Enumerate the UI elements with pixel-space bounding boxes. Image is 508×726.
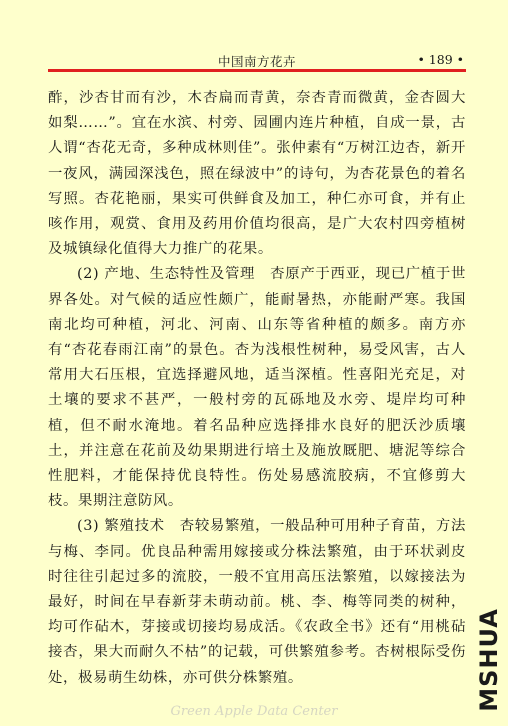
paragraph-continuation: 酢，沙杏甘而有沙，木杏扁而青黄，奈杏青而微黄，金杏圆大如梨……”。宜在水滨、村旁、园圃内连片种植，自成一景，古人谓“杏花无奇，多种成林则佳”。张仲素有“万树江边杏，新开一夜风，满园深浅色，照在绿波中”的诗句，为杏花景色的着名写照。杏花艳丽，果实可供鲜食及加工，种仁亦可食，并有止咳作用，观赏、食用及药用价值均很高，是广大农村四旁植树及城镇绿化值得大力推广的花果。	[48, 90, 466, 258]
paragraph-origin-ecology: (2) 产地、生态特性及管理 杏原产于西亚，现已广植于世界各处。对气候的适应性颇广，能耐暑热，亦能耐严寒。我国南北均可种植，河北、河南、山东等省种植的颇多。南方亦有“杏花春雨江南”的景色。杏为浅根性树种，易受风害，古人常用大石压根，宜选择避风地，适当深植。性喜阳光充足，对土壤的要求不甚严，一般村旁的瓦砾地及水旁、堤岸均可种植，但不耐水淹地。着名品种应选择排水良好的肥沃沙质壤土，并注意在花前及幼果期进行培土及施放厩肥、塘泥等综合性肥料，才能保持优良特性。伤处易感流胶病，不宜修剪大枝。果期注意防风。	[48, 266, 466, 510]
page-number: • 189 •	[417, 52, 464, 67]
page-header	[48, 52, 466, 68]
footer-watermark: Green Apple Data Center	[170, 704, 338, 719]
watermark-text: MSHUA	[475, 608, 503, 712]
header-rule	[48, 69, 466, 72]
body-text	[48, 86, 466, 691]
running-title: 中国南方花卉	[218, 54, 297, 69]
side-watermark	[474, 608, 504, 712]
paragraph-propagation: (3) 繁殖技术 杏较易繁殖，一般品种可用种子育苗，方法与梅、李同。优良品种需用嫁接或分株法繁殖，由于环状剥皮时往往引起过多的流胶，一般不宜用高压法繁殖，以嫁接法为最好，时间在早春新芽未萌动前。桃、李、梅等同类的树种，均可作砧木，芽接或切接均易成活。《农政全书》还有“用桃砧接杏，果大而耐久不枯”的记载，可供繁殖参考。杏树根际受伤处，极易萌生幼株，亦可供分株繁殖。	[48, 518, 466, 686]
